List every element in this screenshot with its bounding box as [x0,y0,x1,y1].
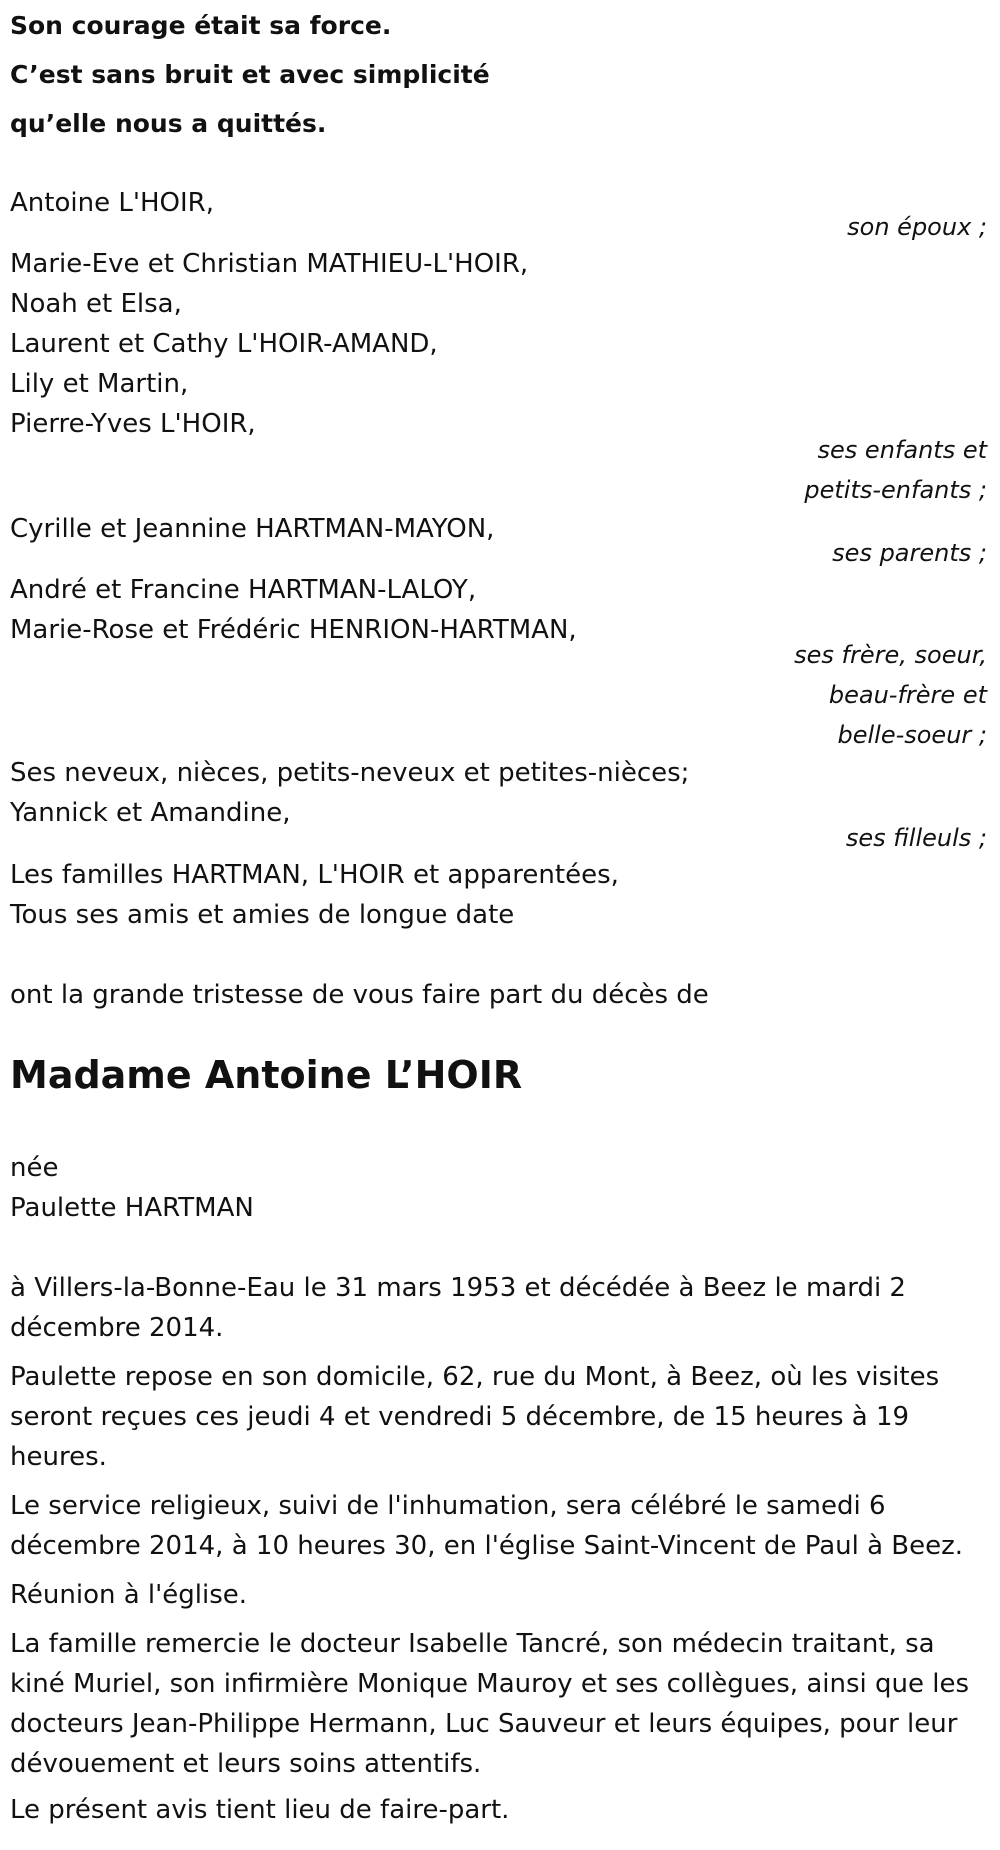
siblings-role-line-2: beau-frère et [828,681,987,709]
godchildren-role: ses filleuls ; [845,824,987,852]
child-line: Noah et Elsa, [10,289,182,319]
service-paragraph: Le service religieux, suivi de l'inhumation, sera célébré le samedi 6 décembre 2014, à 10 heures 30, en l'église Saint-Vincent de Paul à Beez. [10,1491,964,1561]
thanks-paragraph: La famille remercie le docteur Isabelle Tancré, son médecin traitant, sa kiné Muriel, son infirmière Monique Mauroy et ses collègues, ainsi que les docteurs Jean-Philippe Hermann, Luc Sauveur et leurs équipes, pour leur dévouement et leurs soins attentifs. [10,1629,970,1779]
friends-line: Tous ses amis et amies de longue date [10,900,515,930]
sibling-line: Marie-Rose et Frédéric HENRION-HARTMAN, [10,615,577,645]
sibling-line: André et Francine HARTMAN-LALOY, [10,575,477,605]
child-line: Pierre-Yves L'HOIR, [10,409,256,439]
child-line: Lily et Martin, [10,369,189,399]
quote-line-3: qu’elle nous a quittés. [10,109,327,138]
notice-paragraph: Le présent avis tient lieu de faire-part. [10,1795,510,1825]
children-role-line-2: petits-enfants ; [804,476,987,504]
nephews-line: Ses neveux, nièces, petits-neveux et petites-nièces; [10,758,690,788]
birth-death-paragraph: à Villers-la-Bonne-Eau le 31 mars 1953 et décédée à Beez le mardi 2 décembre 2014. [10,1273,906,1343]
siblings-role-line-3: belle-soeur ; [837,721,987,749]
children-role-line-1: ses enfants et [817,436,987,464]
maiden-name: Paulette HARTMAN [10,1193,254,1223]
spouse-name: Antoine L'HOIR, [10,188,214,218]
deceased-title: Madame Antoine L’HOIR [10,1053,523,1097]
families-line: Les familles HARTMAN, L'HOIR et apparentées, [10,860,619,890]
child-line: Laurent et Cathy L'HOIR-AMAND, [10,329,438,359]
quote-line-2: C’est sans bruit et avec simplicité [10,60,490,89]
visitation-paragraph: Paulette repose en son domicile, 62, rue du Mont, à Beez, où les visites seront reçues ces jeudi 4 et vendredi 5 décembre, de 15 heures à 19 heures. [10,1362,940,1472]
quote-line-1: Son courage était sa force. [10,11,392,40]
siblings-role-line-1: ses frère, soeur, [794,641,987,669]
spouse-role: son époux ; [847,213,987,241]
child-line: Marie-Eve et Christian MATHIEU-L'HOIR, [10,249,529,279]
parents-role: ses parents ; [832,539,987,567]
godchildren-name: Yannick et Amandine, [10,798,291,828]
announcement-line: ont la grande tristesse de vous faire part du décès de [10,980,709,1010]
parents-name: Cyrille et Jeannine HARTMAN-MAYON, [10,514,495,544]
nee-label: née [10,1153,59,1183]
reunion-paragraph: Réunion à l'église. [10,1580,248,1610]
